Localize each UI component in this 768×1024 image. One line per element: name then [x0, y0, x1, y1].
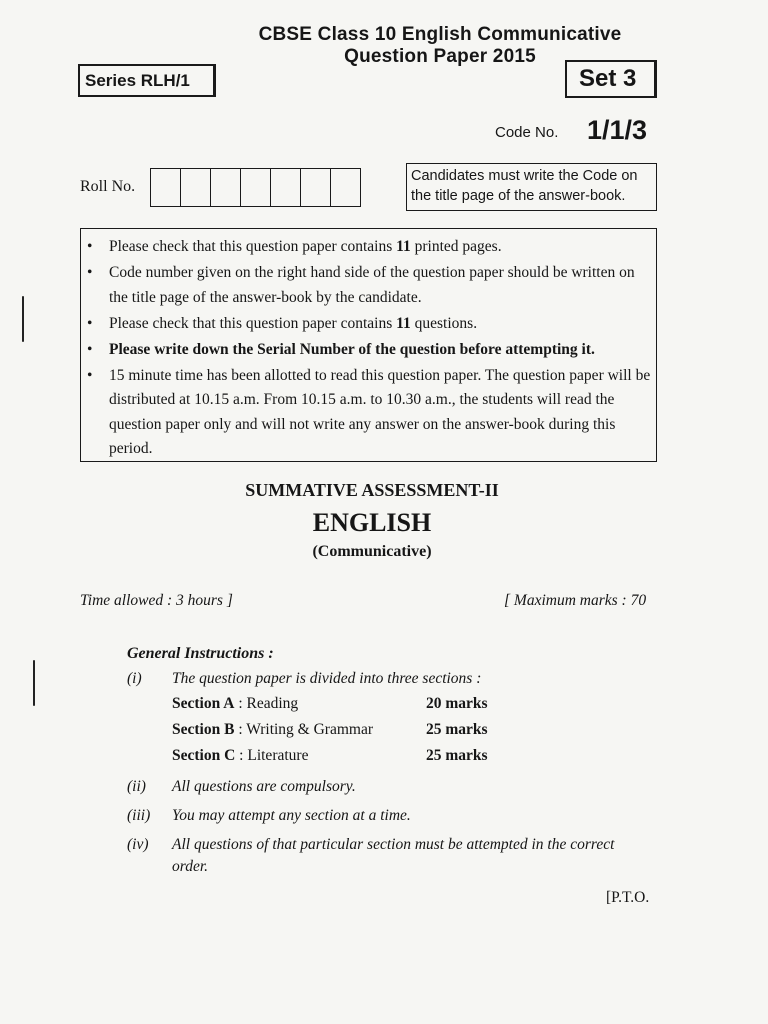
section-name: Section A [172, 695, 235, 712]
instruction-number: (ii) [127, 778, 146, 795]
instruction-text-bold: 11 [396, 238, 411, 255]
instruction-text-pre: 15 minute time has been allotted to read this question paper. The question paper will be distributed at 10.15 a.m. From 10.15 a.m. to 10.30 a.m., the students will read the question paper only and will not write any answer on the answer-book during this period. [109, 366, 651, 457]
instructions-list [87, 235, 652, 462]
instructions-box [80, 228, 657, 462]
section-desc: : Writing & Grammar [234, 721, 373, 738]
maximum-marks: [ Maximum marks : 70 [504, 592, 647, 609]
roll-number-box[interactable] [301, 169, 331, 206]
section-c-row [172, 747, 308, 765]
variant-heading: (Communicative) [312, 543, 432, 560]
bullet-icon: • [87, 340, 93, 358]
instruction-item [87, 338, 652, 363]
instruction-number: (iv) [127, 836, 149, 853]
instruction-text: The question paper is divided into three sections : [172, 670, 482, 687]
roll-number-boxes [150, 168, 361, 207]
instruction-text-pre: Code number given on the right hand side of the question paper should be written on the title page of the answer-book by the candidate. [109, 264, 635, 306]
time-allowed: Time allowed : 3 hours ] [80, 592, 233, 609]
section-desc: : Reading [234, 695, 299, 712]
section-name: Section B [172, 721, 235, 738]
roll-number-box[interactable] [331, 169, 360, 206]
instruction-text-pre: Please check that this question paper contains [109, 238, 397, 255]
instruction-item [87, 235, 652, 260]
roll-label: Roll No. [80, 178, 136, 195]
section-c-marks: 25 marks [426, 747, 488, 764]
instruction-text: All questions are compulsory. [172, 778, 356, 795]
section-b-marks: 25 marks [426, 721, 488, 738]
roll-number-box[interactable] [181, 169, 211, 206]
code-value: 1/1/3 [587, 115, 648, 145]
roll-number-box[interactable] [211, 169, 241, 206]
roll-number-box[interactable] [271, 169, 301, 206]
instruction-number: (i) [127, 670, 142, 687]
instruction-text-pre: Please check that this question paper contains [109, 314, 397, 332]
bullet-icon: • [87, 264, 93, 281]
bullet-icon: • [87, 238, 93, 255]
subject-heading: ENGLISH [312, 508, 432, 537]
paper-title-line2: Question Paper 2015 [344, 46, 536, 67]
instruction-number: (iii) [127, 807, 151, 824]
margin-mark [22, 296, 24, 342]
summative-heading: SUMMATIVE ASSESSMENT-II [245, 480, 499, 500]
candidate-note: Candidates must write the Code on the title page of the answer-book. [406, 163, 657, 211]
series-label: Series RLH/1 [78, 64, 216, 97]
section-desc: : Literature [235, 747, 309, 764]
bullet-icon: • [87, 366, 93, 384]
instruction-item [87, 312, 652, 337]
section-name: Section C [172, 747, 236, 764]
bullet-icon: • [87, 314, 93, 332]
roll-number-box[interactable] [241, 169, 271, 206]
section-a-marks: 20 marks [426, 695, 488, 712]
instruction-item [87, 364, 652, 462]
instruction-text: You may attempt any section at a time. [172, 807, 411, 824]
instruction-item [87, 261, 652, 310]
instruction-text-bold: 11 [396, 314, 411, 332]
instruction-text: All questions of that particular section must be attempted in the correct order. [172, 836, 615, 875]
code-label: Code No. [495, 124, 559, 141]
instruction-text-post: questions. [410, 314, 478, 332]
please-turn-over: [P.T.O. [606, 889, 650, 906]
instruction-text-post: printed pages. [410, 238, 502, 255]
instruction-text-bold: Please write down the Serial Number of the question before attempting it. [109, 340, 595, 358]
section-a-row [172, 695, 298, 713]
section-b-row [172, 721, 373, 739]
margin-mark [33, 660, 35, 706]
general-instructions-heading: General Instructions : [127, 645, 274, 662]
set-label: Set 3 [565, 60, 657, 98]
roll-number-box[interactable] [151, 169, 181, 206]
paper-title-line1: CBSE Class 10 English Communicative [258, 24, 622, 45]
